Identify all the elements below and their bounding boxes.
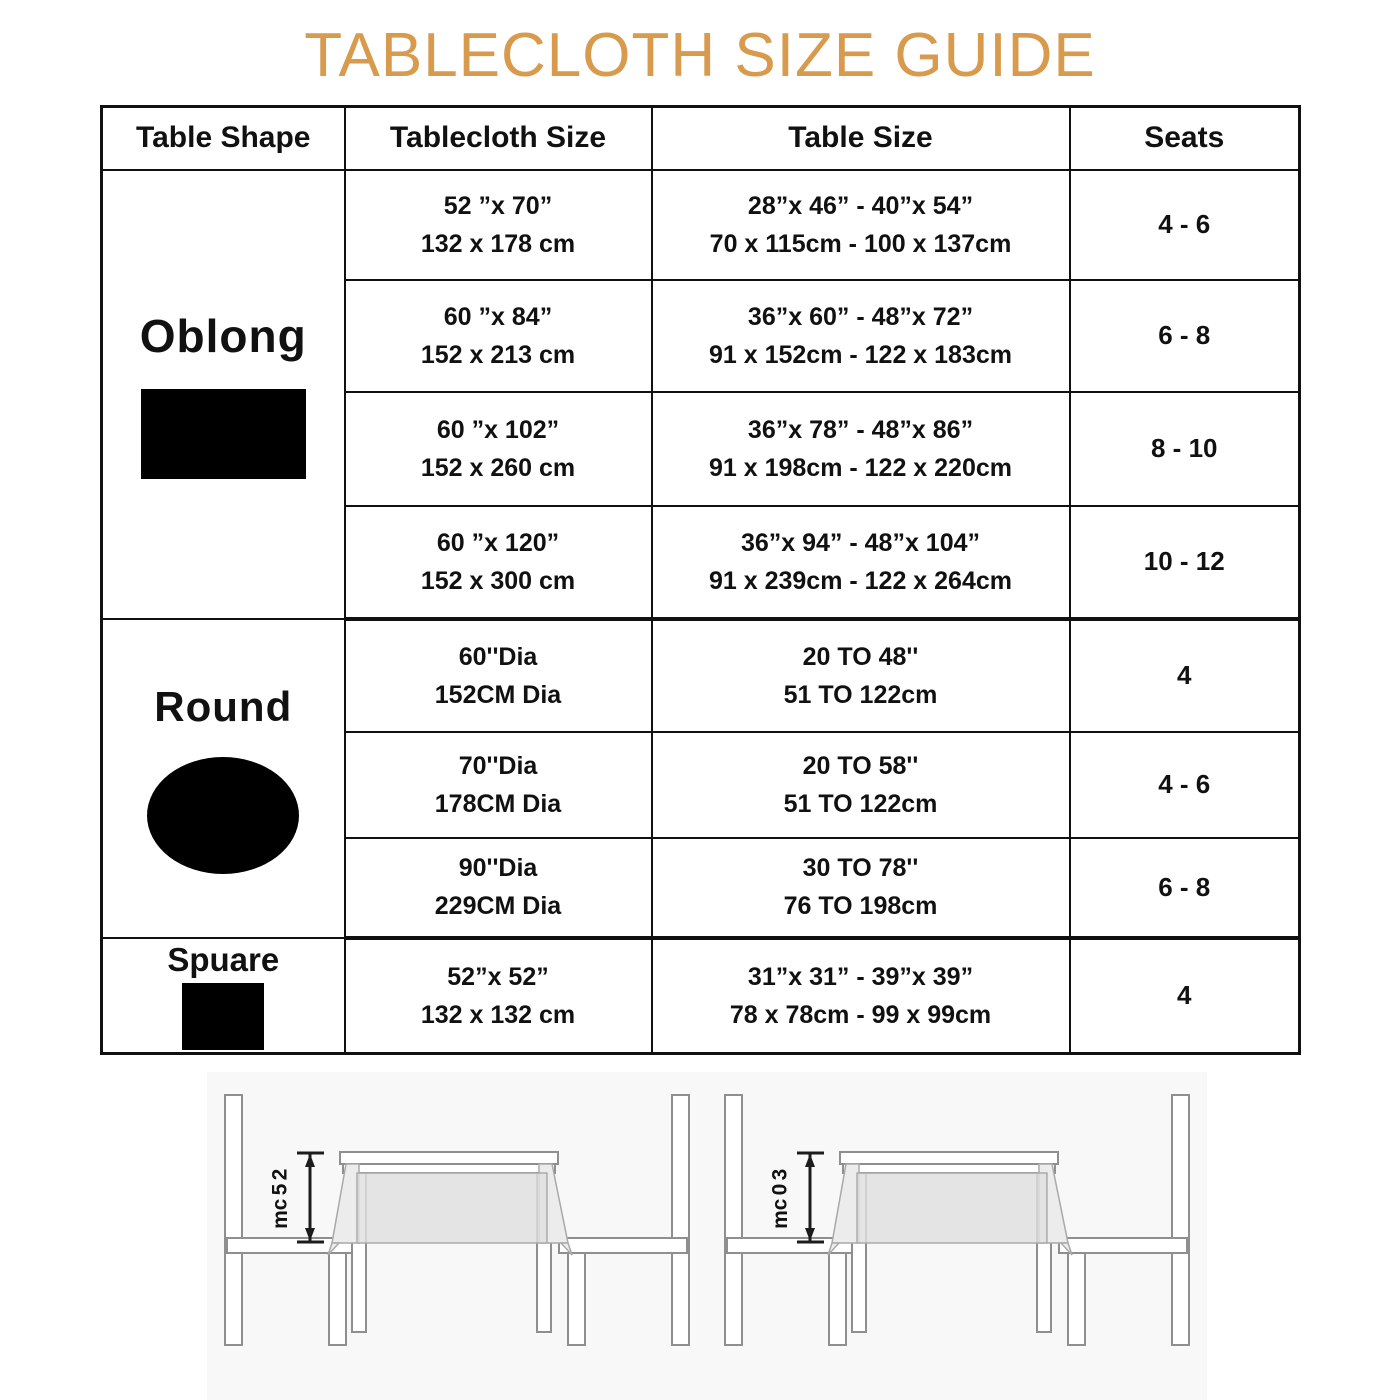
- cell-table-size: 36”x 94” - 48”x 104” 91 x 239cm - 122 x 264cm: [652, 506, 1070, 619]
- cell-table-size: 36”x 78” - 48”x 86” 91 x 198cm - 122 x 220cm: [652, 392, 1070, 506]
- page-title: TABLECLOTH SIZE GUIDE: [304, 21, 1096, 90]
- cell-tablecloth-size: 60 ”x 102” 152 x 260 cm: [345, 392, 652, 506]
- drop-measurement-label: 2 5 c m: [268, 1168, 292, 1229]
- drop-diagram-30cm: [707, 1072, 1207, 1400]
- cell-seats: 4: [1070, 938, 1300, 1054]
- drop-measurement-label: 3 0 c m: [768, 1168, 792, 1229]
- shape-label-square: Spuare: [167, 940, 280, 978]
- column-header-seats: Seats: [1070, 107, 1300, 170]
- cell-table-size: 36”x 60” - 48”x 72” 91 x 152cm - 122 x 183cm: [652, 280, 1070, 392]
- cell-table-size: 30 TO 78'' 76 TO 198cm: [652, 838, 1070, 938]
- shape-cell-square: [102, 938, 345, 1054]
- column-header-table-size: Table Size: [652, 107, 1070, 170]
- cell-tablecloth-size: 90''Dia 229CM Dia: [345, 838, 652, 938]
- shape-cell-oblong: [102, 170, 345, 619]
- cell-table-size: 31”x 31” - 39”x 39” 78 x 78cm - 99 x 99cm: [652, 938, 1070, 1054]
- table-row: [102, 938, 1300, 1054]
- cell-seats: 6 - 8: [1070, 838, 1300, 938]
- cell-seats: 4: [1070, 619, 1300, 732]
- table-row: [102, 170, 1300, 280]
- cell-tablecloth-size: 60 ”x 120” 152 x 300 cm: [345, 506, 652, 619]
- column-header-table-shape: Table Shape: [102, 107, 345, 170]
- cell-tablecloth-size: 70''Dia 178CM Dia: [345, 732, 652, 838]
- table-with-chairs-drawing: [707, 1072, 1207, 1400]
- cell-seats: 4 - 6: [1070, 170, 1300, 280]
- shape-label-round: Round: [154, 682, 293, 730]
- column-header-tablecloth-size: Tablecloth Size: [345, 107, 652, 170]
- cell-seats: 8 - 10: [1070, 392, 1300, 506]
- cell-table-size: 20 TO 58'' 51 TO 122cm: [652, 732, 1070, 838]
- round-ellipse-icon: [147, 757, 299, 874]
- table-row: [102, 619, 1300, 732]
- tablecloth-size-table: [100, 105, 1301, 1055]
- drop-diagram-25cm: [207, 1072, 707, 1400]
- tablecloth-drop-diagrams: [207, 1072, 1207, 1400]
- square-icon: [182, 983, 264, 1050]
- cell-table-size: 28”x 46” - 40”x 54” 70 x 115cm - 100 x 137cm: [652, 170, 1070, 280]
- cell-table-size: 20 TO 48'' 51 TO 122cm: [652, 619, 1070, 732]
- cell-tablecloth-size: 52”x 52” 132 x 132 cm: [345, 938, 652, 1054]
- table-with-chairs-drawing: [207, 1072, 707, 1400]
- oblong-rectangle-icon: [141, 389, 306, 479]
- cell-seats: 4 - 6: [1070, 732, 1300, 838]
- cell-seats: 10 - 12: [1070, 506, 1300, 619]
- cell-tablecloth-size: 52 ”x 70” 132 x 178 cm: [345, 170, 652, 280]
- shape-label-oblong: Oblong: [139, 310, 307, 362]
- cell-tablecloth-size: 60''Dia 152CM Dia: [345, 619, 652, 732]
- cell-tablecloth-size: 60 ”x 84” 152 x 213 cm: [345, 280, 652, 392]
- shape-cell-round: [102, 619, 345, 938]
- cell-seats: 6 - 8: [1070, 280, 1300, 392]
